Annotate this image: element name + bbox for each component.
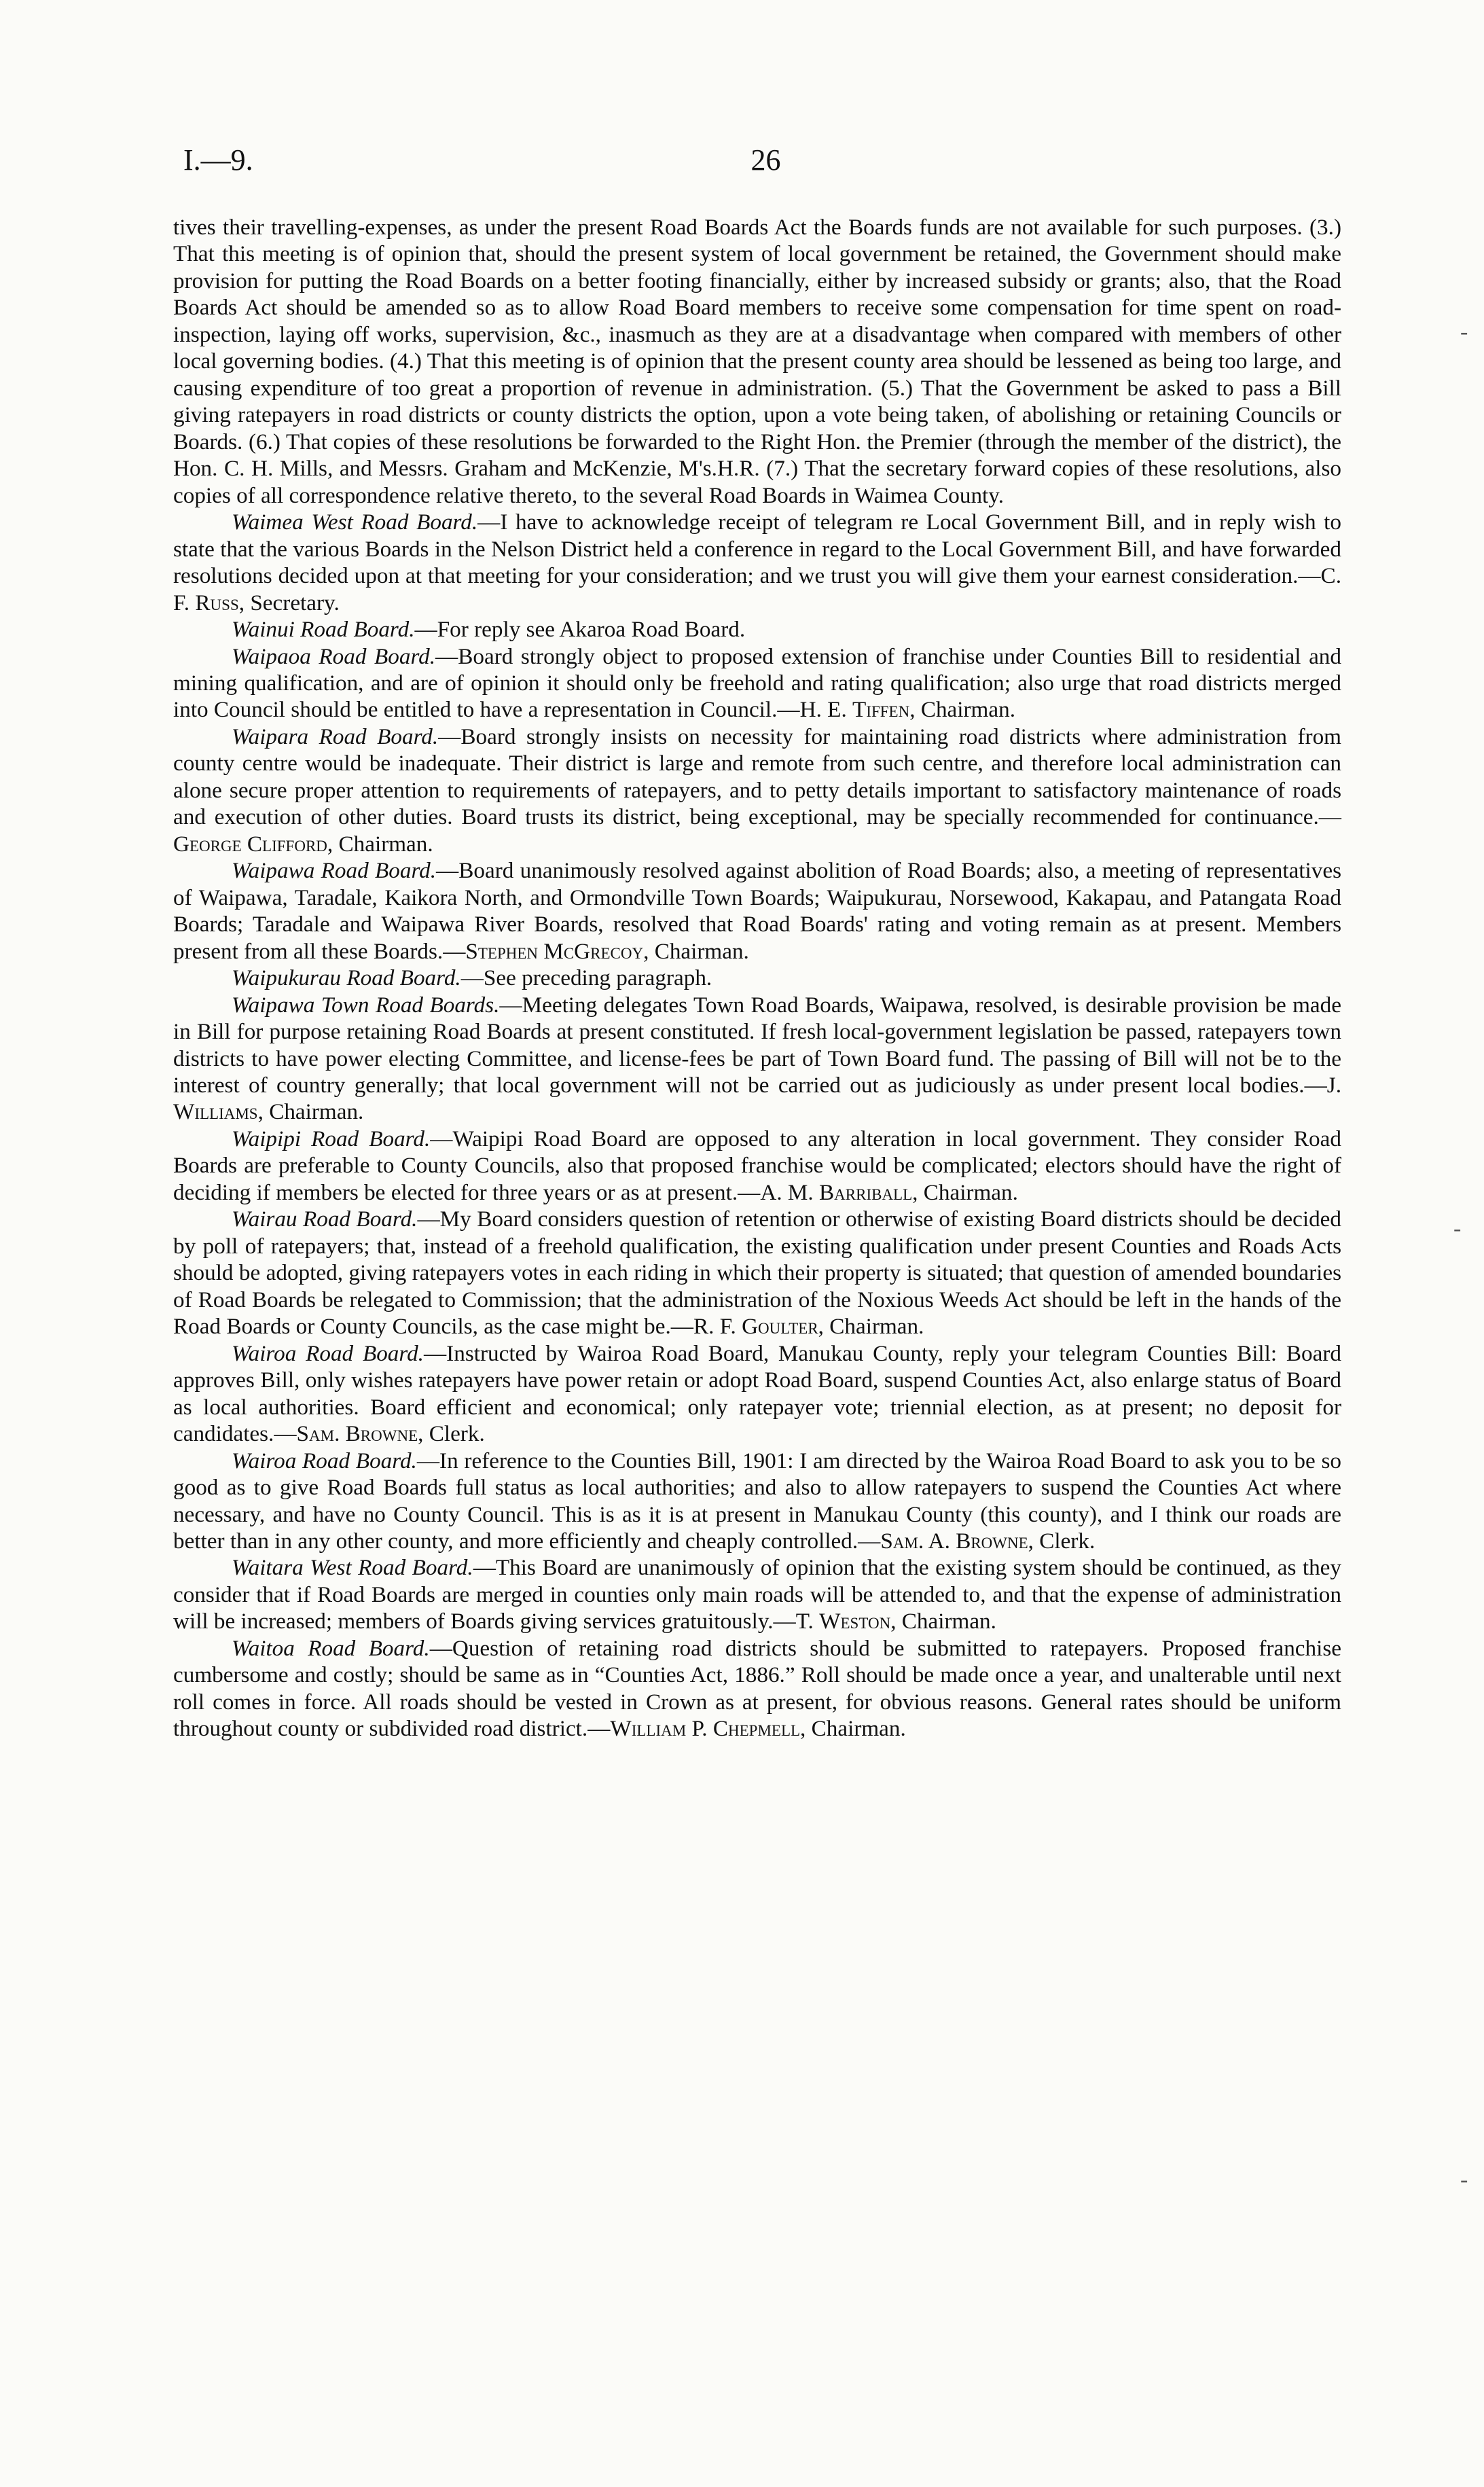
board-name: Waipawa Road Board. bbox=[232, 858, 437, 884]
entry-text: —In reference to the Counties Bill, 1901: I am directed by the Wairoa Road Board to ask you to be so good as to give Road Boards full status as local authorities; and also to allow ratepayers to suspend the Counties Act where necessary, and have no County Council. This is as it is at present in Manukau County (this county), and I think our roads are better than in any other county, and more efficiently and cheaply controlled.— bbox=[173, 1448, 1341, 1554]
scan-mark: ‐ bbox=[1460, 319, 1468, 344]
document-body bbox=[173, 214, 1341, 1742]
signature-role: , Chairman. bbox=[890, 1609, 996, 1634]
paragraph-text: tives their travelling-expenses, as under the present Road Boards Act the Boards funds are not available for such purposes. (3.) That this meeting is of opinion that, should the present system of local government be retained, the Government should make provision for putting the Road Boards on a better footing financially, either by increased subsidy or grants; also, that the Road Boards Act should be amended so as to allow Road Board members to receive some compensation for time spent on road-inspection, laying off works, supervision, &c., inasmuch as they are at a disadvantage when compared with members of other local governing bodies. (4.) That this meeting is of opinion that the present county area should be lessened as being too large, and causing expenditure of too great a proportion of revenue in administration. (5.) That the Government be asked to pass a Bill giving ratepayers in road districts or county districts the option, upon a vote being taken, of abolishing or retaining Councils or Boards. (6.) That copies of these resolutions be forwarded to the Right Hon. the Premier (through the member of the district), the Hon. C. H. Mills, and Messrs. Graham and McKenzie, M's.H.R. (7.) That the secretary forward copies of these resolutions, also copies of all correspondence relative thereto, to the several Road Boards in Waimea County. bbox=[173, 215, 1341, 508]
entry-text: —Question of retaining road districts should be submitted to ratepayers. Proposed franchise cumbersome and costly; should be same as in “Counties Act, 1886.” Roll should be made once a year, and unalterable until next roll comes in force. All roads should be vested in Crown as at present, for obvious reasons. General rates should be uniform throughout county or subdivided road district.— bbox=[173, 1635, 1341, 1742]
entry-text: —Waipipi Road Board are opposed to any alteration in local government. They consider Road Boards are preferable to County Councils, also that proposed franchise would be complicated; electors should have the right of deciding if members be elected for three years or as at present.—A. M. bbox=[173, 1126, 1341, 1205]
board-name: Waimea West Road Board. bbox=[232, 509, 478, 535]
entry-waitoa bbox=[173, 1635, 1341, 1742]
entry-waimea-west bbox=[173, 509, 1341, 616]
entry-wairoa-2 bbox=[173, 1448, 1341, 1555]
paragraph-continuation bbox=[173, 214, 1341, 509]
entry-text: —Board unanimously resolved against abolition of Road Boards; also, a meeting of representatives of Waipawa, Taradale, Kaikora North, and Ormondville Town Boards; Waipukurau, Norsewood, Kakapau, and Patangata Road Boards; Taradale and Waipawa River Boards, resolved that Road Boards' rating and voting remain as at present. Members present from all these Boards.— bbox=[173, 858, 1341, 964]
entry-wairau bbox=[173, 1206, 1341, 1340]
signature: Russ bbox=[195, 590, 239, 615]
entry-wairoa-1 bbox=[173, 1340, 1341, 1448]
entry-text: —Board strongly insists on necessity for maintaining road districts where administration from county centre would be inadequate. Their district is large and remote from such centre, and therefore local administration can alone secure proper attention to requirements of ratepayers, and to petty details important to satisfactory maintenance of roads and execution of other duties. Board trusts its district, being exceptional, may be specially recommended for continuance.— bbox=[173, 723, 1341, 830]
entry-waipara bbox=[173, 723, 1341, 857]
signature: Tiffen bbox=[852, 697, 910, 723]
scan-mark: ‐ bbox=[1453, 1216, 1462, 1241]
signature-role: , Chairman. bbox=[818, 1314, 924, 1340]
board-name: Waipara Road Board. bbox=[232, 723, 439, 749]
page-header bbox=[183, 143, 1348, 183]
entry-text: —My Board considers question of retention or otherwise of existing Board districts should be decided by poll of ratepayers; that, instead of a freehold qualification, the existing qualification under present Counties and Roads Acts should be adopted, giving ratepayers votes in each riding in which their property is situated; that question of amended boundaries of Road Boards be relegated to Commission; that the administration of the Noxious Weeds Act should be left in the hands of the Road Boards or County Councils, as the case might be.—R. F. bbox=[173, 1206, 1341, 1340]
entry-waipaoa bbox=[173, 643, 1341, 723]
signature-role: , Clerk. bbox=[418, 1421, 485, 1447]
board-name: Waitara West Road Board. bbox=[232, 1555, 473, 1581]
board-name: Waipukurau Road Board. bbox=[232, 965, 461, 991]
signature: Barriball bbox=[819, 1179, 913, 1205]
board-name: Wairoa Road Board. bbox=[232, 1448, 417, 1473]
board-name: Wairau Road Board. bbox=[232, 1206, 418, 1232]
entry-text: —Instructed by Wairoa Road Board, Manukau County, reply your telegram Counties Bill: Board approves Bill, only wishes ratepayers have power retain or adopt Road Board, suspend Counties Act, also enlarge status of Board as local authorities. Board efficient and economical; only ratepayer vote; triennial election, as at present; no deposit for candidates.— bbox=[173, 1340, 1341, 1447]
signature: Stephen McGrecoy bbox=[465, 938, 644, 964]
signature-role: , Chairman. bbox=[909, 697, 1015, 723]
signature: Sam. Browne bbox=[296, 1421, 418, 1447]
board-name: Waipaoa Road Board. bbox=[232, 643, 436, 669]
signature: Goulter bbox=[742, 1314, 818, 1340]
board-name: Wainui Road Board. bbox=[232, 617, 415, 643]
entry-text: —For reply see Akaroa Road Board. bbox=[414, 617, 746, 643]
board-name: Waipipi Road Board. bbox=[232, 1126, 431, 1151]
entry-text: —I have to acknowledge receipt of telegram re Local Government Bill, and in reply wish to state that the various Boards in the Nelson District held a conference in regard to the Local Government Bill, and have forwarded resolutions decided upon at that meeting for your consideration; and we trust you will give them your earnest consideration.—C. F. bbox=[173, 509, 1341, 615]
signature-role: , Secretary. bbox=[238, 590, 340, 615]
signature: William P. Chepmell bbox=[610, 1716, 801, 1742]
signature-role: , Chairman. bbox=[800, 1716, 906, 1742]
entry-waipawa bbox=[173, 857, 1341, 965]
signature-role: , Chairman. bbox=[327, 831, 433, 857]
board-name: Wairoa Road Board. bbox=[232, 1340, 424, 1366]
page-reference: I.—9. bbox=[183, 143, 253, 177]
signature-role: , Chairman. bbox=[643, 938, 749, 964]
signature: Williams bbox=[173, 1099, 258, 1125]
board-name: Waitoa Road Board. bbox=[232, 1635, 430, 1661]
entry-wainui bbox=[173, 616, 1341, 643]
page-number: 26 bbox=[750, 143, 781, 177]
board-name: Waipawa Town Road Boards. bbox=[232, 992, 500, 1018]
entry-waipukurau bbox=[173, 965, 1341, 991]
signature: Weston bbox=[819, 1609, 891, 1634]
signature-role: , Chairman. bbox=[912, 1179, 1018, 1205]
entry-text: —Board strongly object to proposed extension of franchise under Counties Bill to residential and mining qualification, and are of opinion it should only be freehold and rating qualification; also urge that road districts merged into Council should be entitled to have a representation in Council.—H. E. bbox=[173, 643, 1341, 723]
entry-waipipi bbox=[173, 1126, 1341, 1206]
entry-text: —This Board are unanimously of opinion that the existing system should be continued, as they consider that if Road Boards are merged in counties only main roads will be attended to, and that the expense of administration will be increased; members of Boards giving services gratuitously.—T. bbox=[173, 1555, 1341, 1634]
signature-role: , Clerk. bbox=[1028, 1528, 1096, 1554]
entry-text: —See preceding paragraph. bbox=[460, 965, 712, 991]
scan-mark: ‐ bbox=[1460, 2167, 1468, 2192]
entry-text: —Meeting delegates Town Road Boards, Waipawa, resolved, is desirable provision be made in Bill for purpose retaining Road Boards at present constituted. If fresh local-government legislation be passed, ratepayers town districts to have power electing Committee, and license-fees be part of Town Board fund. The passing of Bill will not be to the interest of country generally; that local government will not be carried out as judiciously as under present local bodies.—J. bbox=[173, 992, 1341, 1098]
signature-role: , Chairman. bbox=[257, 1099, 364, 1125]
entry-waitara-west bbox=[173, 1554, 1341, 1634]
signature: Sam. A. Browne bbox=[880, 1528, 1028, 1554]
signature: George Clifford bbox=[173, 831, 327, 857]
entry-waipawa-town bbox=[173, 992, 1341, 1126]
